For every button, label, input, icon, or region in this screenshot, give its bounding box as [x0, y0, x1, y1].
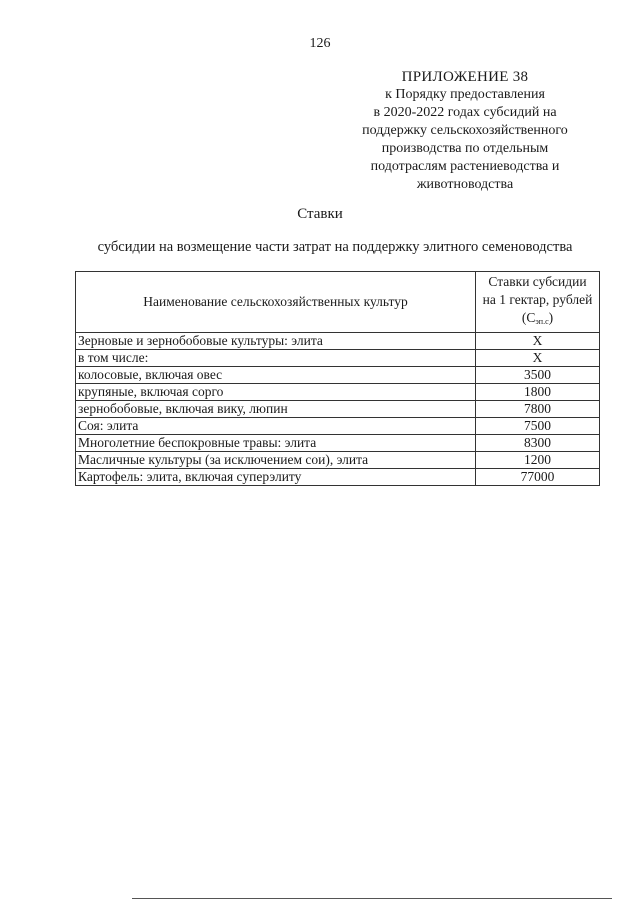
- appendix-line: к Порядку предоставления: [385, 87, 545, 102]
- appendix-title: ПРИЛОЖЕНИЕ 38: [401, 69, 529, 85]
- rate-cell: 1800: [476, 384, 600, 401]
- rate-cell: 8300: [476, 435, 600, 452]
- document-subtitle: субсидии на возмещение части затрат на поддержку элитного семеноводства: [97, 239, 573, 255]
- table-row: [76, 384, 600, 401]
- table-row: [76, 367, 600, 384]
- rate-cell: X: [476, 333, 600, 350]
- table-row: [76, 350, 600, 367]
- page-number: 126: [309, 36, 331, 51]
- rate-cell: X: [476, 350, 600, 367]
- culture-name-cell: колосовые, включая овес: [76, 367, 476, 384]
- rate-symbol-subscript: эп.с: [535, 317, 549, 326]
- rate-symbol-close: ): [548, 310, 554, 325]
- table-row: [76, 418, 600, 435]
- appendix-line: подотраслям растениеводства и: [370, 159, 560, 174]
- rate-cell: 1200: [476, 452, 600, 469]
- header-rate: [476, 272, 600, 333]
- appendix-line: поддержку сельскохозяйственного: [362, 123, 568, 138]
- document-title: Ставки: [297, 206, 343, 222]
- culture-name-cell: в том числе:: [76, 350, 476, 367]
- culture-name-cell: Картофель: элита, включая суперэлиту: [76, 469, 476, 486]
- appendix-line: производства по отдельным: [381, 141, 549, 156]
- rate-cell: 7500: [476, 418, 600, 435]
- table-row: [76, 435, 600, 452]
- page-bottom-rule: [132, 898, 612, 899]
- appendix-line: животноводства: [416, 177, 514, 192]
- culture-name-cell: Масличные культуры (за исключением сои), элита: [76, 452, 476, 469]
- culture-name-cell: крупяные, включая сорго: [76, 384, 476, 401]
- header-culture-name: Наименование сельскохозяйственных культур: [76, 272, 476, 333]
- header-rate-symbol: [476, 309, 599, 331]
- appendix-line: в 2020-2022 годах субсидий на: [373, 105, 557, 120]
- rate-cell: 7800: [476, 401, 600, 418]
- table-row: [76, 469, 600, 486]
- header-rate-line1: Ставки субсидии: [488, 274, 587, 289]
- header-rate-line2: на 1 гектар, рублей: [482, 292, 593, 307]
- culture-name-cell: Многолетние беспокровные травы: элита: [76, 435, 476, 452]
- table-row: [76, 452, 600, 469]
- rate-cell: 77000: [476, 469, 600, 486]
- table-header-row: [76, 272, 600, 333]
- rates-table: [75, 271, 600, 486]
- rate-cell: 3500: [476, 367, 600, 384]
- table-row: [76, 333, 600, 350]
- culture-name-cell: Соя: элита: [76, 418, 476, 435]
- appendix-block: [330, 68, 600, 194]
- table-row: [76, 401, 600, 418]
- culture-name-cell: зернобобовые, включая вику, люпин: [76, 401, 476, 418]
- culture-name-cell: Зерновые и зернобобовые культуры: элита: [76, 333, 476, 350]
- rate-symbol-open: (С: [521, 310, 536, 325]
